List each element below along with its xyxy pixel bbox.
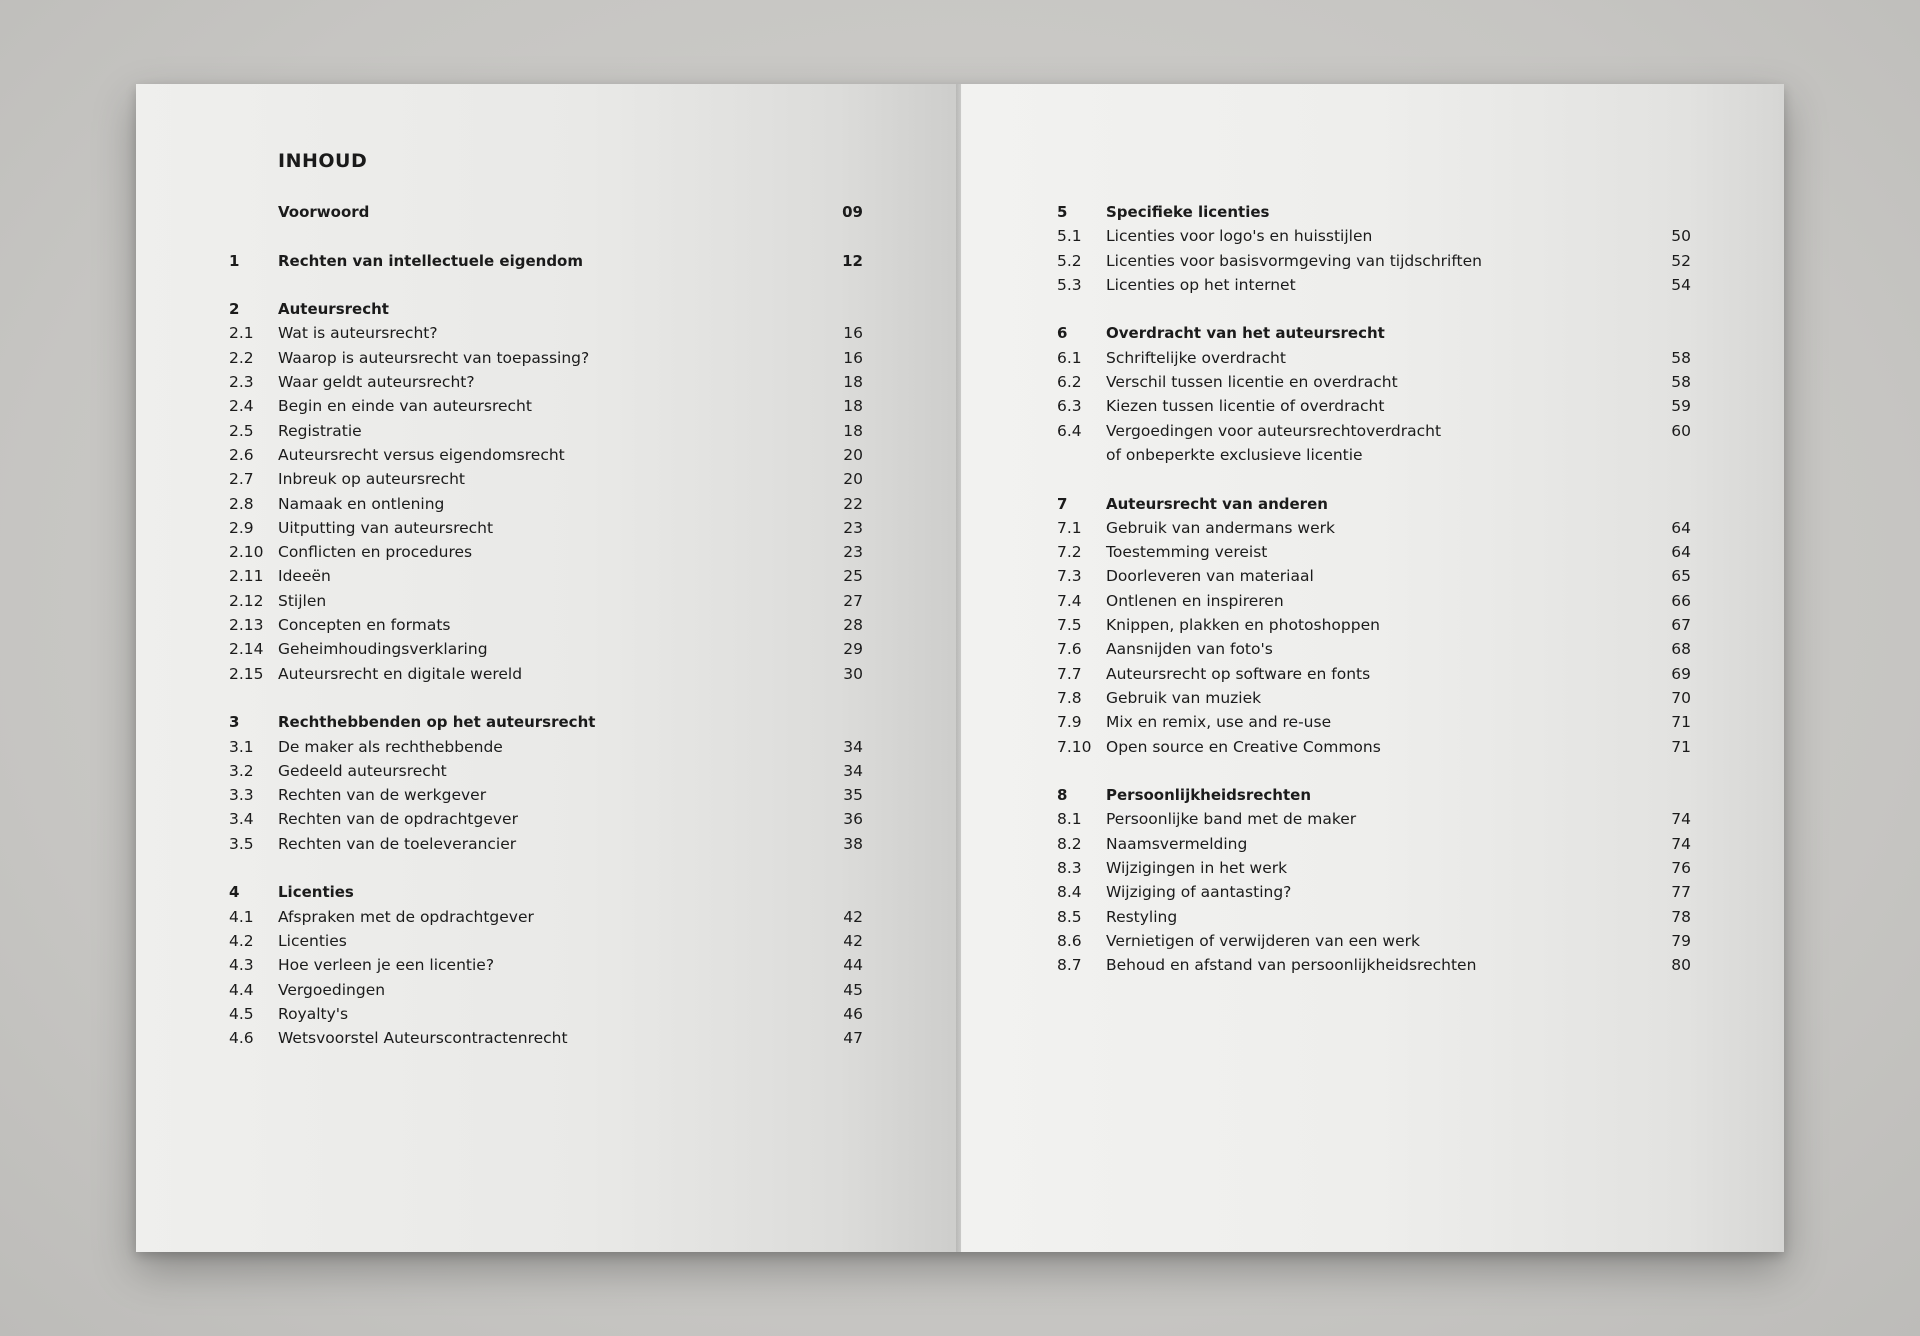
toc-number: 8.1 <box>1057 810 1082 829</box>
book-gutter <box>956 84 966 1252</box>
toc-entry <box>1057 929 1691 953</box>
toc-label: Naamsvermelding <box>1106 834 1248 853</box>
toc-number: 7.5 <box>1057 616 1082 635</box>
toc-page-number: 28 <box>843 616 863 635</box>
toc-label: Rechten van de werkgever <box>278 786 487 805</box>
toc-label: Gedeeld auteursrecht <box>278 761 447 780</box>
toc-page-number: 29 <box>843 640 863 659</box>
toc-label: Rechthebbenden op het auteursrecht <box>278 713 596 732</box>
toc-entry <box>229 346 863 370</box>
toc-entry <box>1057 564 1691 588</box>
toc-entry <box>229 613 863 637</box>
toc-number: 2.15 <box>229 664 264 683</box>
toc-page-number: 50 <box>1671 227 1691 246</box>
toc-entry <box>229 492 863 516</box>
toc-entry <box>229 832 863 856</box>
toc-page-number: 77 <box>1671 883 1691 902</box>
toc-entry <box>1057 346 1691 370</box>
toc-page-number: 20 <box>843 445 863 464</box>
toc-page-number: 16 <box>843 324 863 343</box>
toc-number: 4.1 <box>229 907 254 926</box>
toc-entry <box>229 807 863 831</box>
toc-label: Ontlenen en inspireren <box>1106 591 1284 610</box>
toc-label: Conflicten en procedures <box>278 543 473 562</box>
toc-label: De maker als rechthebbende <box>278 737 503 756</box>
toc-label: Auteursrecht op software en fonts <box>1106 664 1371 683</box>
toc-number: 4.6 <box>229 1029 254 1048</box>
toc-section <box>229 249 863 273</box>
toc-section <box>1057 492 1691 759</box>
toc-page-number: 38 <box>843 834 863 853</box>
toc-entry <box>1057 953 1691 977</box>
toc-number: 8 <box>1057 786 1068 805</box>
toc-entry <box>229 905 863 929</box>
toc-number: 2.7 <box>229 470 254 489</box>
toc-entry <box>1057 807 1691 831</box>
toc-label: Rechten van de opdrachtgever <box>278 810 518 829</box>
toc-page-number: 79 <box>1671 931 1691 950</box>
toc-label: Verschil tussen licentie en overdracht <box>1106 373 1398 392</box>
toc-number: 2.1 <box>229 324 254 343</box>
toc-page-number: 71 <box>1671 713 1691 732</box>
toc-page-number: 09 <box>842 203 863 221</box>
toc-label: Open source en Creative Commons <box>1106 737 1381 756</box>
toc-page-number: 45 <box>843 980 863 999</box>
toc-label: Ideeën <box>278 567 331 586</box>
toc-label: Licenties op het internet <box>1106 275 1296 294</box>
toc-page-number: 66 <box>1671 591 1691 610</box>
toc-page-number: 46 <box>843 1004 863 1023</box>
toc-number: 7 <box>1057 494 1068 513</box>
toc-label: Afspraken met de opdrachtgever <box>278 907 534 926</box>
toc-number: 7.2 <box>1057 543 1082 562</box>
toc-entry <box>1057 224 1691 248</box>
toc-page-number: 47 <box>843 1029 863 1048</box>
toc-number: 8.6 <box>1057 931 1082 950</box>
toc-number: 1 <box>229 251 240 270</box>
toc-entry <box>1057 419 1691 443</box>
toc-label: Persoonlijkheidsrechten <box>1106 786 1312 805</box>
toc-label: Aansnijden van foto's <box>1106 640 1273 659</box>
toc-label: Geheimhoudingsverklaring <box>278 640 488 659</box>
toc-page-number: 52 <box>1671 251 1691 270</box>
toc-page-number: 44 <box>843 956 863 975</box>
toc-label: Wetsvoorstel Auteurscontractenrecht <box>278 1029 568 1048</box>
toc-title: INHOUD <box>278 150 368 172</box>
toc-page-number: 34 <box>843 761 863 780</box>
toc-page-number: 60 <box>1671 421 1691 440</box>
toc-entry <box>229 394 863 418</box>
toc-section <box>229 880 863 1050</box>
toc-entry <box>229 1002 863 1026</box>
toc-label: Concepten en formats <box>278 616 451 635</box>
toc-label: Schriftelijke overdracht <box>1106 348 1286 367</box>
toc-page-number: 16 <box>843 348 863 367</box>
toc-entry <box>229 419 863 443</box>
toc-label: Begin en einde van auteursrecht <box>278 397 532 416</box>
toc-page-number: 18 <box>843 397 863 416</box>
toc-label: Auteursrecht <box>278 300 389 319</box>
toc-page-number: 42 <box>843 931 863 950</box>
toc-chapter-heading <box>1057 783 1691 807</box>
toc-page-number: 54 <box>1671 275 1691 294</box>
toc-number: 2.13 <box>229 616 264 635</box>
toc-section <box>1057 783 1691 977</box>
toc-number: 7.4 <box>1057 591 1082 610</box>
toc-page-number: 58 <box>1671 373 1691 392</box>
toc-entry <box>229 467 863 491</box>
toc-number: 3.4 <box>229 810 254 829</box>
toc-page-number: 65 <box>1671 567 1691 586</box>
toc-entry <box>1057 273 1691 297</box>
toc-page-number: 18 <box>843 421 863 440</box>
toc-page-number: 64 <box>1671 518 1691 537</box>
toc-number: 7.8 <box>1057 688 1082 707</box>
toc-entry <box>229 589 863 613</box>
toc-entry <box>229 516 863 540</box>
toc-entry <box>229 783 863 807</box>
toc-entry <box>229 1026 863 1050</box>
toc-page-number: 71 <box>1671 737 1691 756</box>
open-book <box>136 84 1784 1252</box>
toc-label: Licenties <box>278 883 354 902</box>
toc-entry <box>1057 249 1691 273</box>
toc-label: Auteursrecht van anderen <box>1106 494 1328 513</box>
toc-number: 2 <box>229 300 240 319</box>
toc-label: Mix en remix, use and re-use <box>1106 713 1332 732</box>
toc-label: Registratie <box>278 421 362 440</box>
toc-label: Overdracht van het auteursrecht <box>1106 324 1385 343</box>
toc-number: 5.3 <box>1057 275 1082 294</box>
toc-number: 7.7 <box>1057 664 1082 683</box>
toc-number: 7.6 <box>1057 640 1082 659</box>
toc-entry <box>229 321 863 345</box>
toc-number: 6.4 <box>1057 421 1082 440</box>
toc-label: Licenties voor basisvormgeving van tijdschriften <box>1106 251 1482 270</box>
toc-entry <box>229 662 863 686</box>
toc-chapter-heading <box>1057 492 1691 516</box>
toc-section <box>229 297 863 686</box>
toc-label: Persoonlijke band met de maker <box>1106 810 1357 829</box>
toc-chapter-heading <box>229 297 863 321</box>
toc-label: Wijzigingen in het werk <box>1106 859 1288 878</box>
toc-page-number: 34 <box>843 737 863 756</box>
toc-number: 5 <box>1057 203 1068 221</box>
toc-label: Vergoedingen <box>278 980 386 999</box>
toc-page-number: 67 <box>1671 616 1691 635</box>
toc-entry <box>229 978 863 1002</box>
toc-label: Wat is auteursrecht? <box>278 324 438 343</box>
toc-number: 6.1 <box>1057 348 1082 367</box>
toc-entry <box>1057 613 1691 637</box>
toc-number: 8.4 <box>1057 883 1082 902</box>
toc-page-number: 25 <box>843 567 863 586</box>
toc-entry <box>1057 662 1691 686</box>
toc-right-column <box>1057 200 1691 978</box>
toc-entry <box>1057 394 1691 418</box>
toc-left-column <box>229 200 863 1050</box>
toc-chapter-heading <box>1057 200 1691 224</box>
toc-label: Gebruik van andermans werk <box>1106 518 1335 537</box>
toc-page-number: 80 <box>1671 956 1691 975</box>
toc-label: Uitputting van auteursrecht <box>278 518 494 537</box>
toc-entry <box>229 759 863 783</box>
toc-chapter-heading <box>229 249 863 273</box>
toc-chapter-heading <box>229 880 863 904</box>
toc-label: Namaak en ontlening <box>278 494 445 513</box>
toc-entry <box>1057 856 1691 880</box>
toc-number: 2.6 <box>229 445 254 464</box>
toc-number: 4.4 <box>229 980 254 999</box>
toc-page-number: 22 <box>843 494 863 513</box>
toc-number: 3 <box>229 713 240 732</box>
toc-label: Voorwoord <box>278 203 370 221</box>
toc-number: 2.11 <box>229 567 264 586</box>
toc-entry <box>229 540 863 564</box>
toc-section <box>1057 200 1691 297</box>
toc-label: Rechten van intellectuele eigendom <box>278 251 583 270</box>
toc-entry <box>1057 540 1691 564</box>
toc-page-number: 35 <box>843 786 863 805</box>
toc-number: 2.3 <box>229 373 254 392</box>
toc-number: 3.3 <box>229 786 254 805</box>
toc-page-number: 76 <box>1671 859 1691 878</box>
toc-label: Toestemming vereist <box>1106 543 1268 562</box>
toc-entry <box>1057 589 1691 613</box>
toc-number: 4.5 <box>229 1004 254 1023</box>
toc-label: Hoe verleen je een licentie? <box>278 956 495 975</box>
toc-chapter-heading <box>1057 321 1691 345</box>
toc-label: Waarop is auteursrecht van toepassing? <box>278 348 590 367</box>
toc-page-number: 36 <box>843 810 863 829</box>
toc-page-number: 20 <box>843 470 863 489</box>
toc-number: 8.5 <box>1057 907 1082 926</box>
toc-entry <box>229 735 863 759</box>
toc-label: Knippen, plakken en photoshoppen <box>1106 616 1380 635</box>
toc-entry <box>1057 880 1691 904</box>
toc-page-number: 30 <box>843 664 863 683</box>
toc-entry <box>1057 710 1691 734</box>
toc-label: Auteursrecht versus eigendomsrecht <box>278 445 565 464</box>
toc-page-number: 68 <box>1671 640 1691 659</box>
toc-number: 5.1 <box>1057 227 1082 246</box>
toc-label: Specifieke licenties <box>1106 203 1270 221</box>
toc-page-number: 64 <box>1671 543 1691 562</box>
toc-entry <box>229 929 863 953</box>
toc-page-number: 59 <box>1671 397 1691 416</box>
toc-number: 8.3 <box>1057 859 1082 878</box>
toc-number: 6 <box>1057 324 1068 343</box>
toc-number: 3.5 <box>229 834 254 853</box>
toc-number: 7.1 <box>1057 518 1082 537</box>
toc-page-number: 27 <box>843 591 863 610</box>
toc-label: Doorleveren van materiaal <box>1106 567 1314 586</box>
toc-label: Inbreuk op auteursrecht <box>278 470 465 489</box>
toc-entry <box>229 564 863 588</box>
toc-number: 7.9 <box>1057 713 1082 732</box>
toc-label: Stijlen <box>278 591 327 610</box>
toc-label: Vergoedingen voor auteursrechtoverdracht <box>1106 421 1442 440</box>
toc-number: 2.10 <box>229 543 264 562</box>
toc-entry <box>1057 443 1691 467</box>
toc-label: Waar geldt auteursrecht? <box>278 373 475 392</box>
toc-label: Licenties voor logo's en huisstijlen <box>1106 227 1373 246</box>
toc-entry <box>1057 370 1691 394</box>
toc-label: Behoud en afstand van persoonlijkheidsrechten <box>1106 956 1477 975</box>
toc-section <box>229 200 863 224</box>
toc-page-number: 78 <box>1671 907 1691 926</box>
toc-number: 8.7 <box>1057 956 1082 975</box>
toc-page-number: 58 <box>1671 348 1691 367</box>
toc-page-number: 74 <box>1671 834 1691 853</box>
toc-number: 4.2 <box>229 931 254 950</box>
toc-number: 7.10 <box>1057 737 1092 756</box>
toc-number: 8.2 <box>1057 834 1082 853</box>
toc-number: 6.2 <box>1057 373 1082 392</box>
toc-chapter-heading <box>229 200 863 224</box>
toc-number: 2.8 <box>229 494 254 513</box>
toc-label: Wijziging of aantasting? <box>1106 883 1292 902</box>
toc-entry <box>1057 637 1691 661</box>
toc-label: Vernietigen of verwijderen van een werk <box>1106 931 1420 950</box>
toc-entry <box>229 637 863 661</box>
toc-label: Rechten van de toeleverancier <box>278 834 517 853</box>
toc-entry <box>1057 832 1691 856</box>
toc-number: 3.2 <box>229 761 254 780</box>
toc-label: Auteursrecht en digitale wereld <box>278 664 523 683</box>
toc-number: 5.2 <box>1057 251 1082 270</box>
toc-section <box>229 710 863 856</box>
toc-number: 2.9 <box>229 518 254 537</box>
toc-page-number: 18 <box>843 373 863 392</box>
toc-number: 4.3 <box>229 956 254 975</box>
toc-number: 7.3 <box>1057 567 1082 586</box>
toc-label: Restyling <box>1106 907 1178 926</box>
toc-number: 4 <box>229 883 240 902</box>
toc-number: 6.3 <box>1057 397 1082 416</box>
toc-entry <box>1057 686 1691 710</box>
toc-page-number: 12 <box>842 251 863 270</box>
toc-number: 2.5 <box>229 421 254 440</box>
toc-page-number: 42 <box>843 907 863 926</box>
toc-entry <box>1057 516 1691 540</box>
toc-section <box>1057 321 1691 467</box>
toc-label: Licenties <box>278 931 347 950</box>
toc-page-number: 70 <box>1671 688 1691 707</box>
toc-number: 2.4 <box>229 397 254 416</box>
toc-label: Gebruik van muziek <box>1106 688 1262 707</box>
toc-number: 2.12 <box>229 591 264 610</box>
toc-label: of onbeperkte exclusieve licentie <box>1106 445 1363 464</box>
toc-page-number: 23 <box>843 543 863 562</box>
toc-label: Kiezen tussen licentie of overdracht <box>1106 397 1385 416</box>
toc-page-number: 69 <box>1671 664 1691 683</box>
toc-entry <box>229 370 863 394</box>
toc-entry <box>1057 735 1691 759</box>
toc-number: 3.1 <box>229 737 254 756</box>
toc-page-number: 74 <box>1671 810 1691 829</box>
toc-number: 2.14 <box>229 640 264 659</box>
toc-chapter-heading <box>229 710 863 734</box>
toc-label: Royalty's <box>278 1004 349 1023</box>
toc-entry <box>229 953 863 977</box>
toc-entry <box>1057 905 1691 929</box>
toc-entry <box>229 443 863 467</box>
toc-page-number: 23 <box>843 518 863 537</box>
toc-number: 2.2 <box>229 348 254 367</box>
